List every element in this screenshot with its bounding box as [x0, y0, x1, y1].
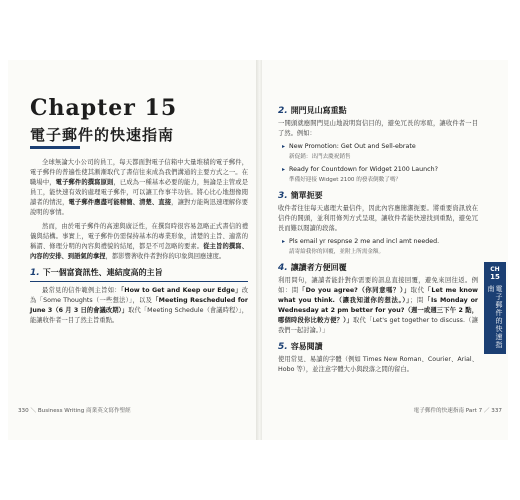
chapter-label: Chapter 15	[30, 95, 178, 121]
example-item: ▸ Pls email yr respnse 2 me and incl amt needed. 請寄給我你的回覆，並附上所需金額。	[282, 238, 440, 255]
section-3-examples	[278, 237, 478, 257]
section-3-heading: 3. 簡單扼要	[278, 191, 323, 201]
section-1-rule	[30, 281, 248, 282]
section-2-body: 一開頭就應開門見山地說明寫信目的，避免冗長的寒暄，讓收件者一目了然。例如：	[278, 120, 478, 137]
chapter-title: 電子郵件的快速指南	[30, 126, 175, 144]
title-rule	[30, 146, 80, 149]
section-2-examples	[278, 142, 478, 185]
example-item: ▸ New Promotion: Get Out and Sell-ebrate 新促銷：出門去慶祝銷售	[282, 143, 416, 160]
intro-paragraph-1: 全球無論大小公司的員工，每天都面對電子信箱中大量堆積的電子郵件，電子郵件的普遍性使其漸漸取代了書信往來成為我們溝通的主要方式之一。在職場中，電子郵件的撰寫原則，已成為一種基本必要的能力，無論是主管或是員工，能快速有效的處理電子郵件，可以讓工作事半功倍。將心比心地想像閱讀者的情況，電子郵件應盡可能精簡、清楚、直接，讓對方能夠迅速理解你要說明的事情。	[30, 159, 249, 216]
section-3-body: 收件者往往每天處理大量信件，因此內容應簡潔扼要。將重要資訊放在信件的開頭，並利用條列方式呈現，讓收件者能快速找到重點，避免冗長而難以閱讀的段落。	[278, 205, 478, 232]
right-page-footer: 電子郵件的快速指南 Part 7 ／ 337	[413, 408, 502, 414]
chapter-side-tab: CH 15 電子郵件的快速指南	[484, 262, 506, 354]
section-4-body: 利用問句，讓讀者能針對你需要的訊息直接回覆，避免來回往返。例如：問「Do you agree?（你同意嗎？）」取代「Let me know what you think.（讓我知道你的想法。）」；問「Is Monday or Wednesday at 2 pm better for you?（週一或週三下午 2 點，哪個時段你比較方便？）」取代「Let's get together to discuss.（讓我們一起討論。）」	[278, 277, 479, 334]
section-4-heading: 4. 讓讀者方便回覆	[278, 263, 347, 273]
section-5-heading: 5. 容易閱讀	[278, 342, 323, 352]
section-1-heading: 1. 下一個富資訊性、連結度高的主旨	[30, 268, 163, 278]
example-item: ▸ Ready for Countdown for Widget 2100 Launch? 準備好迎接 Widget 2100 的發表倒數了嗎？	[282, 166, 438, 183]
arrow-bullet-icon: ▸	[282, 166, 286, 173]
left-page-footer: 330 ＼ Business Writing 商業英文寫作聖經	[18, 408, 131, 414]
right-body	[278, 100, 478, 378]
left-body	[30, 158, 248, 330]
section-1-body: 最常見的信件範例主旨如：「How to Get and Keep our Edge」改為「Some Thoughts（一些想法）」，以及「Meeting Rescheduled for June 3（6 月 3 日的會議改期）」取代「Meeting Schedule（會議時程）」，能讓收件者一目了然主旨重點。	[30, 287, 249, 324]
arrow-bullet-icon: ▸	[282, 238, 286, 245]
section-2-heading: 2. 開門見山寫重點	[278, 106, 347, 116]
section-5-body: 使用常見、易讀的字體（例如 Times New Roman、Courier、Arial、Hobo 等），並注意字體大小與段落之間的留白。	[278, 356, 478, 373]
intro-paragraph-2: 然而，由於電子郵件的高速與廣泛性，在撰寫時很容易忽略正式書信的禮儀與結構。事實上，電子郵件仍需保持基本的專業形象，清楚的主旨、適當的稱謂、條理分明的內容與禮貌的結尾，都是不可忽略的要素。從主旨的撰寫、內容的安排、到語氣的拿捏，都影響著收件者對你的印象與回應速度。	[30, 223, 249, 260]
arrow-bullet-icon: ▸	[282, 143, 286, 150]
